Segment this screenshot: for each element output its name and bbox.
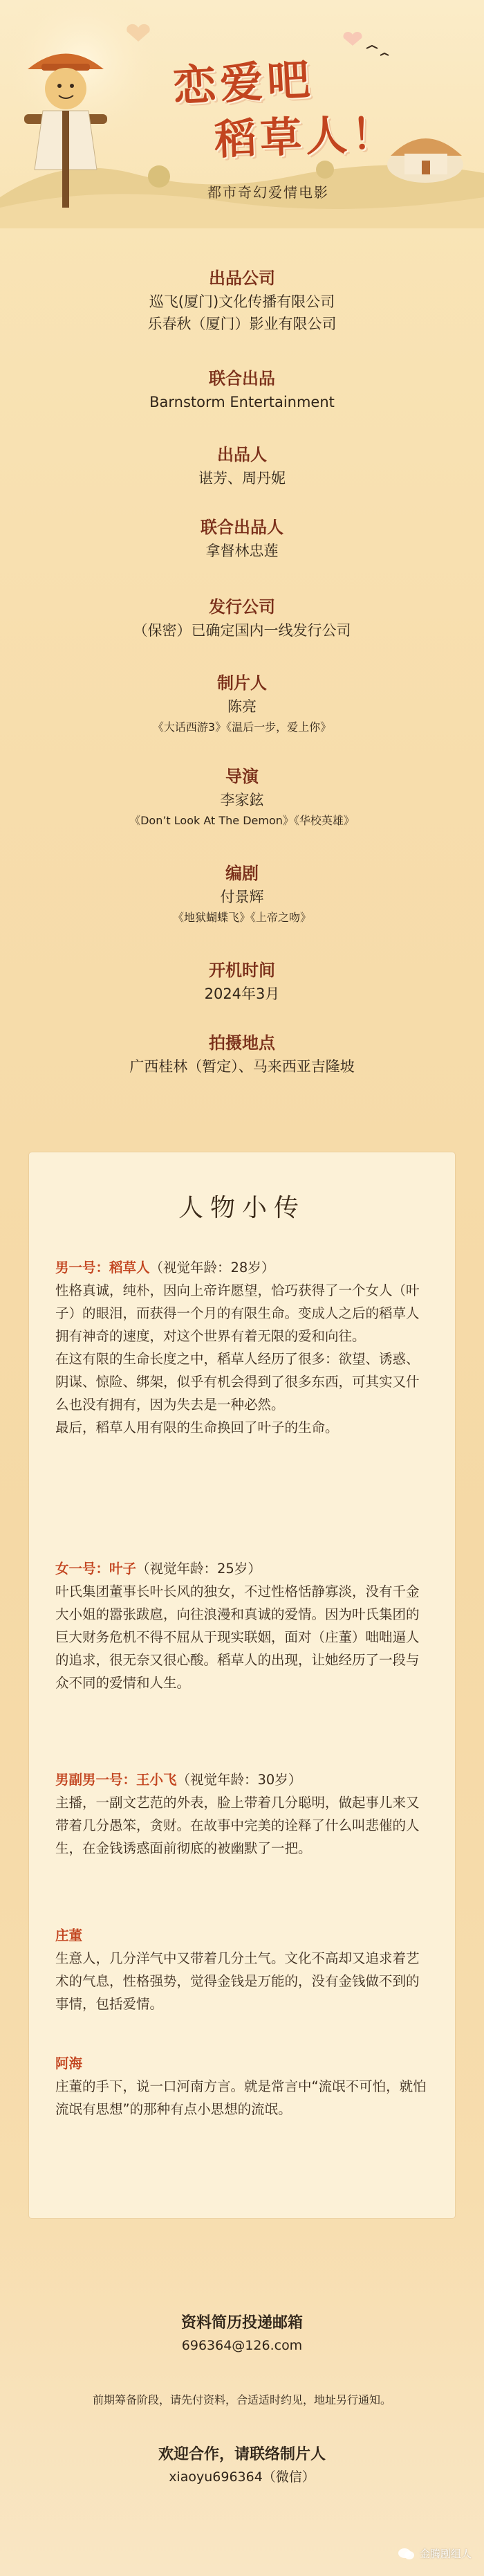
- character-zhuangdong: [55, 1924, 431, 2015]
- credit-works: 《Don’t Look At The Demon》《华校英雄》: [129, 814, 355, 827]
- section-title: 导演: [225, 767, 259, 786]
- section-title: 开机时间: [209, 961, 275, 980]
- credit-works: 《大话西游3》《温后一步，爱上你》: [152, 720, 332, 734]
- contact-title: 欢迎合作，请联络制片人: [158, 2446, 326, 2463]
- watermark-text: 金腾剧组人: [419, 2548, 472, 2560]
- section-title: 联合出品: [209, 369, 275, 388]
- credit-location: [0, 1031, 484, 1077]
- section-title: 发行公司: [209, 597, 275, 617]
- section-title: 制片人: [217, 673, 267, 693]
- title-line1: 恋爱吧: [171, 53, 316, 112]
- credit-line: （保密）已确定国内一线发行公司: [133, 622, 351, 639]
- credit-production-company: [0, 266, 484, 334]
- character-desc: 最后，稻草人用有限的生命换回了叶子的生命。: [55, 1419, 339, 1435]
- character-role: 男一号：稻草人: [55, 1260, 150, 1276]
- character-role: 女一号：叶子: [55, 1561, 137, 1577]
- credit-co-producer-owner: [0, 516, 484, 561]
- character-desc: 在这有限的生命长度之中，稻草人经历了很多：欲望、诱惑、阴谋、惊险、绑架，似乎有机会得到了很多东西，可其实又什么也没有拥有，因为失去是一种必然。: [55, 1351, 420, 1413]
- footer-note: [0, 2391, 484, 2409]
- character-desc: 性格真诚，纯朴，因向上帝许愿望，恰巧获得了一个女人（叶子）的眼泪，而获得一个月的有限生命。变成人之后的稻草人拥有神奇的速度，对这个世界有着无限的爱和向往。: [55, 1282, 420, 1344]
- credit-start-date: [0, 959, 484, 1004]
- title-line2: 稻草人！: [214, 109, 398, 165]
- credit-producer: [0, 671, 484, 736]
- credit-director: [0, 765, 484, 830]
- credit-line: 谌芳、周丹妮: [198, 470, 286, 487]
- character-wangxiaofei: [55, 1768, 431, 1860]
- character-age: （视觉年龄：30岁）: [176, 1772, 302, 1788]
- credit-co-production: [0, 367, 484, 412]
- footer-note-text: 前期筹备阶段，请先付资料，合适适时约见，地址另行通知。: [92, 2393, 391, 2406]
- character-desc: 主播，一副文艺范的外表，脸上带着几分聪明，做起事儿来又带着几分愚笨，贪财。在故事中完美的诠释了什么叫悲催的人生，在金钱诱惑面前彻底的被幽默了一把。: [55, 1795, 420, 1856]
- credit-line: Barnstorm Entertainment: [149, 394, 335, 410]
- credit-line: 巡飞(厦门)文化传播有限公司: [149, 293, 335, 310]
- credit-line: 陈亮: [227, 698, 257, 715]
- cottage-icon: [387, 138, 463, 183]
- character-role: 男副男一号：王小飞: [55, 1772, 177, 1788]
- character-card-title: 人物小传: [178, 1194, 306, 1222]
- character-desc: 叶氏集团董事长叶长风的独女，不过性格恬静寡淡，没有千金大小姐的嚣张跋扈，向往浪漫和真诚的爱情。因为叶氏集团的巨大财务危机不得不屈从于现实联姻，面对（庄董）咄咄逼人的追求，很无奈又很心酸。稻草人的出现，让她经历了一段与众不同的爱情和人生。: [55, 1584, 420, 1691]
- character-card: [29, 1152, 455, 2218]
- credit-line: 付景辉: [220, 889, 264, 905]
- credit-producer-owner: [0, 443, 484, 489]
- character-desc: 庄董的手下，说一口河南方言。就是常言中“流氓不可怕，就怕流氓有思想”的那种有点小思想的流氓。: [55, 2078, 427, 2117]
- character-yezi: [55, 1557, 431, 1694]
- character-desc: 生意人，几分洋气中又带着几分土气。文化不高却又追求着艺术的气息，性格强势，觉得金钱是万能的，没有金钱做不到的事情，包括爱情。: [55, 1950, 420, 2012]
- credit-line: 拿督林忠莲: [205, 543, 279, 559]
- section-title: 拍摄地点: [209, 1033, 275, 1053]
- header-banner: [0, 0, 484, 228]
- character-scarecrow: [55, 1256, 431, 1439]
- character-role: 庄董: [55, 1928, 83, 1943]
- credit-screenwriter: [0, 862, 484, 927]
- credit-distribution: [0, 595, 484, 641]
- character-role: 阿海: [55, 2056, 83, 2071]
- footer-resume: [0, 2312, 484, 2356]
- section-title: 编剧: [225, 864, 259, 883]
- credit-line: 2024年3月: [204, 986, 280, 1002]
- contact-wechat: xiaoyu696364（微信）: [169, 2469, 315, 2485]
- wechat-icon: [398, 2547, 416, 2561]
- subtitle: 都市奇幻爱情电影: [207, 184, 329, 201]
- credit-line: 广西桂林（暂定）、马来西亚吉隆坡: [129, 1058, 355, 1075]
- credit-line: 李家鉉: [220, 792, 264, 808]
- credit-line: 乐春秋（厦门）影业有限公司: [147, 316, 337, 332]
- resume-title: 资料简历投递邮箱: [180, 2314, 303, 2332]
- character-age: （视觉年龄：25岁）: [136, 1561, 261, 1577]
- watermark: [398, 2546, 472, 2561]
- character-age: （视觉年龄：28岁）: [149, 1260, 275, 1276]
- section-title: 出品人: [217, 445, 267, 464]
- credit-works: 《地狱蝴蝶飞》《上帝之吻》: [172, 911, 311, 924]
- character-ahai: [55, 2052, 431, 2121]
- section-title: 联合出品人: [201, 518, 283, 537]
- footer-contact: [0, 2443, 484, 2487]
- section-title: 出品公司: [209, 269, 275, 288]
- resume-email: 69636​4@126.com: [181, 2338, 303, 2353]
